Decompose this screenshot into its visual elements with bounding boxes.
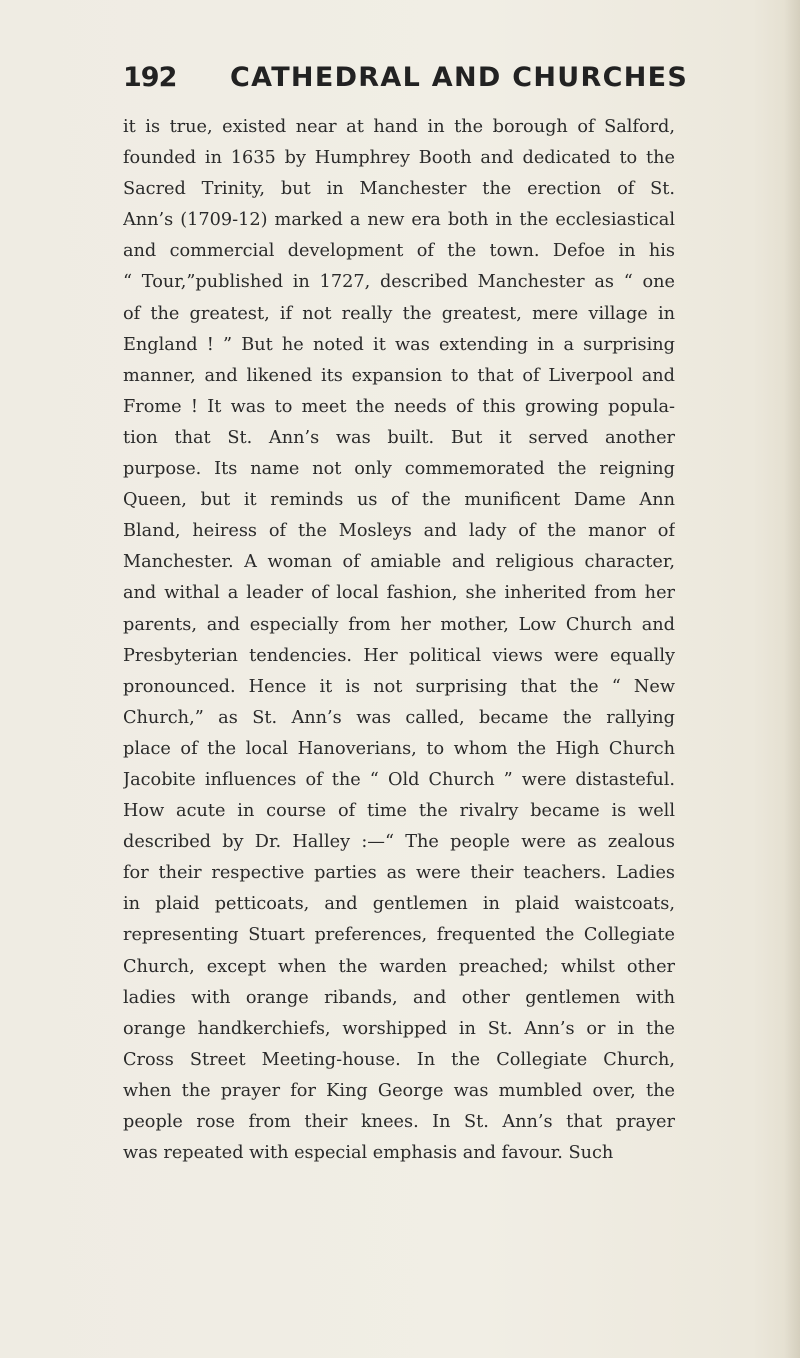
text-line: manner, and likened its expansion to that of Liverpool and xyxy=(123,365,675,386)
text-line: and withal a leader of local fashion, she inherited from her xyxy=(123,583,675,604)
text-line: it is true, existed near at hand in the borough of Salford, xyxy=(123,117,675,137)
text-line: Bland, heiress of the Mosleys and lady of the manor of xyxy=(123,521,675,542)
page-number: 192 xyxy=(123,62,177,93)
page-header xyxy=(123,62,689,98)
text-line: in plaid petticoats, and gentlemen in plaid waistcoats, xyxy=(123,894,675,915)
text-line: Cross Street Meeting-house. In the Collegiate Church, xyxy=(123,1049,675,1070)
text-line: tion that St. Ann’s was built. But it served another xyxy=(123,427,675,448)
text-line: purpose. Its name not only commemorated the reigning xyxy=(123,459,675,480)
text-line: Jacobite influences of the “ Old Church ” were distasteful. xyxy=(123,769,675,790)
text-line: people rose from their knees. In St. Ann’s that prayer xyxy=(123,1112,675,1132)
text-line: orange handkerchiefs, worshipped in St. Ann’s or in the xyxy=(123,1018,675,1039)
text-line: and commercial development of the town. Defoe in his xyxy=(123,241,675,262)
text-line: Church,” as St. Ann’s was called, became the rallying xyxy=(123,707,675,728)
text-line: parents, and especially from her mother, Low Church and xyxy=(123,614,675,635)
text-line: ladies with orange ribands, and other gentlemen with xyxy=(123,987,675,1008)
text-line: Presbyterian tendencies. Her political views were equally xyxy=(123,645,675,666)
text-line: pronounced. Hence it is not surprising that the “ New xyxy=(123,676,675,697)
text-line: was repeated with especial emphasis and favour. Such xyxy=(123,1143,614,1164)
text-line: How acute in course of time the rivalry became is well xyxy=(123,801,675,822)
text-line: for their respective parties as were their teachers. Ladies xyxy=(123,863,675,884)
text-line: England ! ” But he noted it was extending in a surprising xyxy=(123,334,675,355)
running-head: CATHEDRAL AND CHURCHES xyxy=(230,62,689,93)
text-line: founded in 1635 by Humphrey Booth and dedicated to the xyxy=(123,148,675,169)
body-text xyxy=(123,112,675,1169)
text-line: representing Stuart preferences, frequented the Collegiate xyxy=(123,925,675,946)
text-line: described by Dr. Halley :—“ The people were as zealous xyxy=(123,832,675,853)
text-line: of the greatest, if not really the greatest, mere village in xyxy=(123,303,675,324)
page-edge-shadow xyxy=(784,0,800,1358)
text-line: Frome ! It was to meet the needs of this growing popula- xyxy=(123,396,675,417)
text-line: Sacred Trinity, but in Manchester the erection of St. xyxy=(123,179,675,200)
text-line: Ann’s (1709-12) marked a new era both in the ecclesiastical xyxy=(123,210,675,231)
text-line: when the prayer for King George was mumbled over, the xyxy=(123,1080,675,1101)
text-line: Queen, but it reminds us of the munificent Dame Ann xyxy=(123,490,675,511)
text-line: Manchester. A woman of amiable and religious character, xyxy=(123,552,675,573)
text-line: Church, except when the warden preached; whilst other xyxy=(123,956,675,977)
text-line: “ Tour,”published in 1727, described Manchester as “ one xyxy=(123,272,675,293)
text-line: place of the local Hanoverians, to whom the High Church xyxy=(123,738,675,759)
